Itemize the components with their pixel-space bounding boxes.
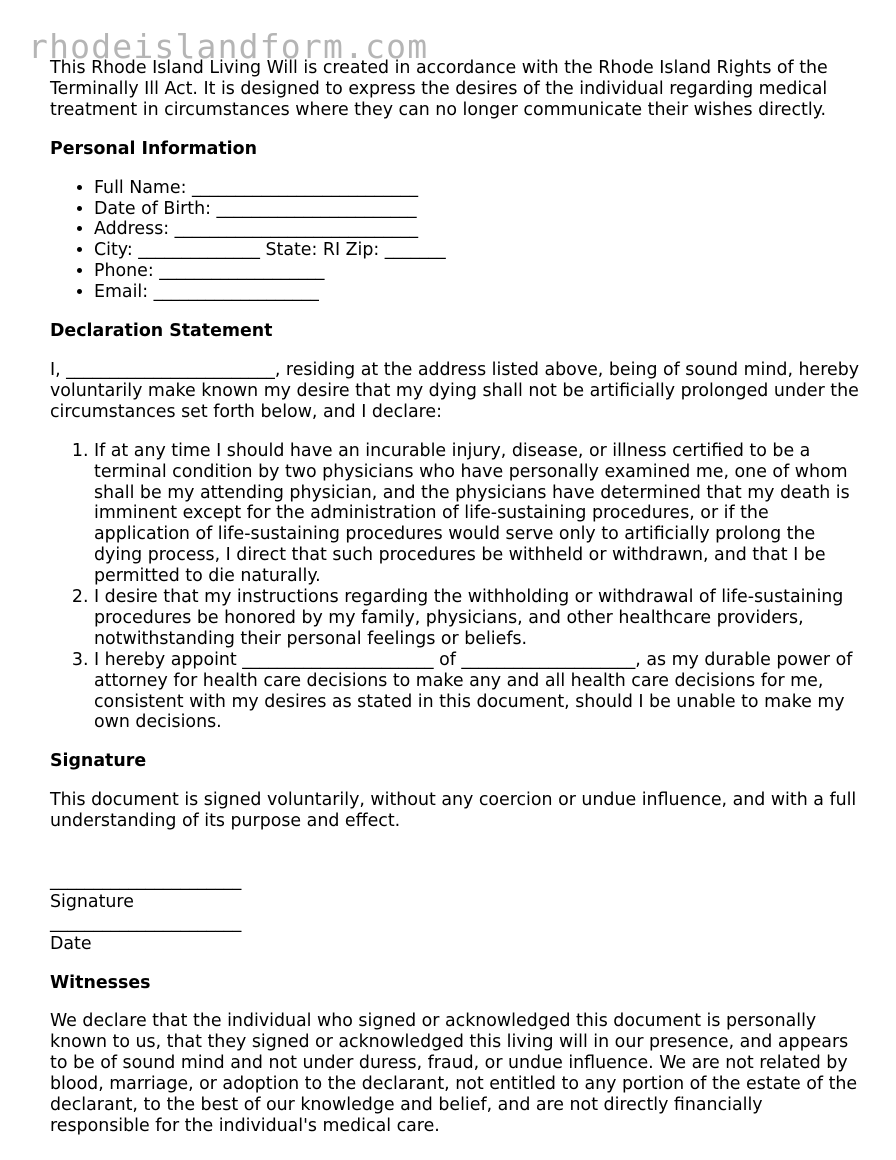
- date-line: ______________________: [50, 912, 242, 933]
- address-field: • Address: ____________________________: [94, 219, 860, 240]
- witnesses-text: We declare that the individual who signed or acknowledged this document is personally known to us, that they signed or acknowledged this living will in our presence, and appears to be of sound mind and not under duress, fraud, or undue influence. We are not related by blood, marriage, or adoption to the declarant, not entitled to any portion of the estate of the declarant, to the best of our knowledge and belief, and are not directly financially responsible for the individual's medical care.: [50, 1011, 858, 1136]
- personal-info-list: [50, 178, 860, 303]
- full-name-field: • Full Name: __________________________: [94, 178, 860, 199]
- email-field: • Email: ___________________: [94, 282, 860, 303]
- witnesses-heading: Witnesses: [50, 972, 151, 993]
- signature-heading: Signature: [50, 751, 147, 772]
- personal-info-heading: Personal Information: [50, 138, 257, 159]
- declaration-list: [50, 441, 860, 734]
- signature-line: ______________________: [50, 870, 242, 891]
- declaration-heading: Declaration Statement: [50, 321, 273, 342]
- declaration-item: 1. If at any time I should have an incurable injury, disease, or illness certified to be a terminal condition by two physicians who have personally examined me, one of whom shall be my attending physician, and the physicians have determined that my death is imminent except for the administration of life-sustaining procedures, or if the application of life-sustaining procedures would serve only to artificially prolong the dying process, I direct that such procedures be withheld or withdrawn, and that I be permitted to die naturally.: [94, 441, 860, 587]
- city-state-zip-field: • City: ______________ State: RI Zip: _______: [94, 240, 860, 261]
- watermark: rhodeislandform.com: [28, 27, 429, 66]
- signature-block: [50, 850, 860, 954]
- date-label: Date: [50, 933, 92, 954]
- intro-paragraph: This Rhode Island Living Will is created in accordance with the Rhode Island Rights of the Terminally Ill Act. It is designed to express the desires of the individual regarding medical treatment in circumstances where they can no longer communicate their wishes directly.: [50, 58, 828, 120]
- declaration-statement: I, ________________________, residing at the address listed above, being of sound mind, hereby voluntarily make known my desire that my dying shall not be artificially prolonged under the circumstances set forth below, and I declare:: [50, 359, 860, 422]
- phone-field: • Phone: ___________________: [94, 261, 860, 282]
- declaration-item: 3. I hereby appoint ______________________ of ____________________, as my durable power of attorney for health care decisions to make any and all health care decisions for me, consistent with my desires as stated in this document, should I be unable to make my own decisions.: [94, 650, 860, 734]
- date-of-birth-field: • Date of Birth: _______________________: [94, 199, 860, 220]
- signature-label: Signature: [50, 891, 134, 912]
- declaration-item: 2. I desire that my instructions regarding the withholding or withdrawal of life-sustaining procedures be honored by my family, physicians, and other healthcare providers, notwithstanding their personal feelings or beliefs.: [94, 587, 860, 650]
- signature-text: This document is signed voluntarily, without any coercion or undue influence, and with a full understanding of its purpose and effect.: [50, 790, 857, 832]
- document-body: [50, 58, 860, 1155]
